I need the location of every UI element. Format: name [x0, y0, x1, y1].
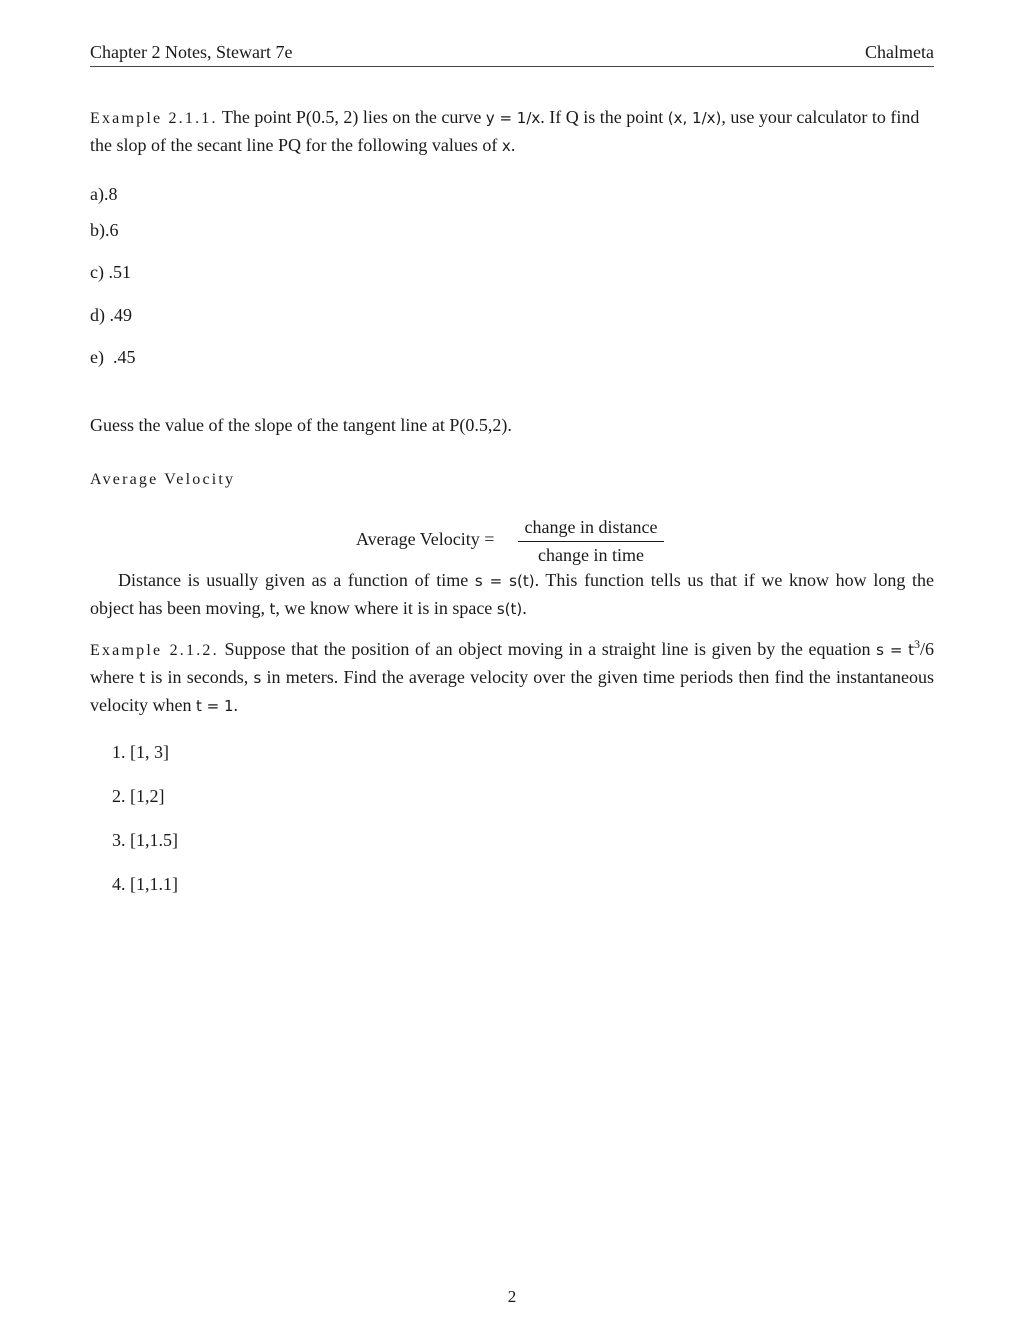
example-2-1-1	[90, 104, 934, 160]
list-item-value: b).6	[90, 220, 119, 240]
list-item-interval	[112, 874, 178, 895]
item-interval: [1,1.5]	[130, 830, 178, 850]
math-s-eq: s =	[876, 641, 903, 659]
example-label: Example 2.1.1.	[90, 110, 218, 127]
math-var-s: s	[253, 669, 262, 687]
example-text: . If Q is the point	[540, 107, 668, 127]
item-number: 3.	[112, 830, 126, 850]
formula-fraction	[518, 516, 664, 566]
paragraph-text: , we know where it is in space	[275, 598, 497, 618]
example-text: is in seconds,	[145, 667, 254, 687]
fraction-bar	[518, 541, 664, 542]
math-point-q: (x, 1/x)	[667, 109, 722, 127]
item-interval: [1, 3]	[130, 742, 169, 762]
guess-text: Guess the value of the slope of the tangent line at P(0.5,2).	[90, 415, 512, 435]
header-title: Chapter 2 Notes, Stewart 7e	[90, 42, 293, 62]
list-item-value: e) .45	[90, 347, 136, 367]
math-s-eq: s = s(t)	[474, 572, 535, 590]
math-curve: y = 1/x	[485, 109, 541, 127]
example-label: Example 2.1.2.	[90, 642, 219, 659]
item-interval: [1,1.1]	[130, 874, 178, 894]
math-div: /6	[920, 639, 935, 659]
section-title: Average Velocity	[90, 471, 236, 488]
formula-label: Average Velocity =	[356, 529, 495, 549]
distance-paragraph	[90, 567, 934, 623]
paragraph-text: .	[522, 598, 527, 618]
list-item-interval	[112, 742, 169, 763]
math-var-t: t	[269, 600, 276, 618]
list-item-interval	[112, 830, 178, 851]
list-item-interval	[112, 786, 165, 807]
list-item-value: c) .51	[90, 262, 131, 282]
page-number: 2	[507, 1287, 517, 1306]
math-var-t: t	[139, 669, 146, 687]
math-var-x: x	[501, 137, 511, 155]
example-text: Suppose that the position of an object moving in a straight line is given by the equation	[224, 639, 877, 659]
example-text: The point P(0.5, 2) lies on the curve	[221, 107, 486, 127]
example-text: in meters. Find the average velocity over the given time periods then find the instantaneous velocity when	[90, 667, 934, 715]
list-item-value: d) .49	[90, 305, 132, 325]
item-number: 2.	[112, 786, 126, 806]
example-text: .	[233, 695, 239, 715]
item-interval: [1,2]	[130, 786, 165, 806]
header-author: Chalmeta	[865, 42, 934, 62]
paragraph-text: . This function tells us that if we know how long the object has been moving,	[90, 570, 934, 618]
math-s-of-t: s(t)	[496, 600, 523, 618]
page-header	[90, 40, 934, 67]
example-text: where	[90, 667, 140, 687]
item-number: 1.	[112, 742, 126, 762]
example-2-1-2	[90, 636, 934, 720]
item-number: 4.	[112, 874, 126, 894]
paragraph-text: Distance is usually given as a function of time	[118, 570, 475, 590]
math-exponent: 3	[914, 637, 920, 651]
math-t: t	[908, 641, 914, 659]
math-t-eq: t = 1	[195, 697, 234, 715]
formula-numerator: change in distance	[524, 517, 658, 537]
formula-denominator: change in time	[538, 545, 644, 565]
example-text: , use your calculator to find the slop of the secant line PQ for the following values of	[90, 107, 920, 155]
list-item-value: a).8	[90, 184, 118, 204]
example-text: .	[510, 135, 516, 155]
